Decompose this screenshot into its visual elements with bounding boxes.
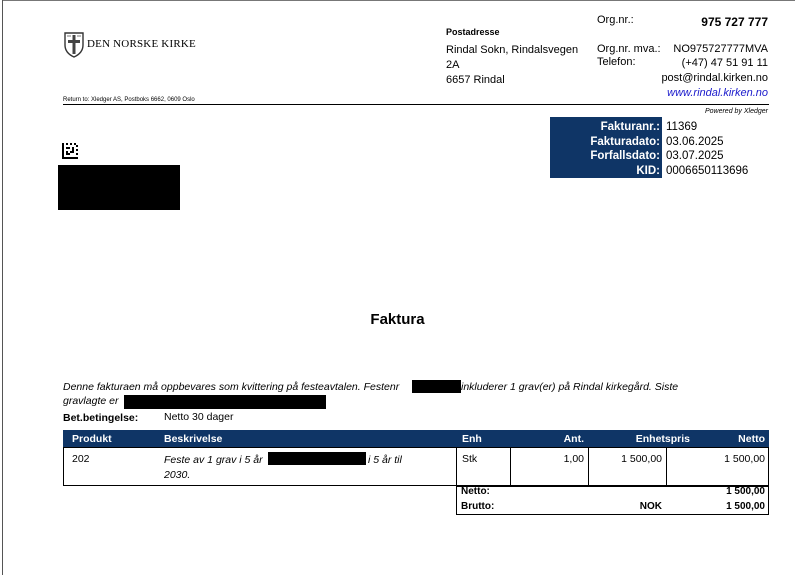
row-unit: Stk xyxy=(462,453,478,465)
brutto-label: Brutto: xyxy=(461,501,495,512)
currency: NOK xyxy=(639,501,662,512)
page-border-left xyxy=(2,0,3,575)
address-line-2: 2A xyxy=(446,59,460,71)
netto-value: 1 500,00 xyxy=(726,486,765,497)
org-nr-value: 975 727 777 xyxy=(701,15,768,29)
address-line-3: 6657 Rindal xyxy=(446,74,505,86)
kid-value: 0006650113696 xyxy=(666,165,749,177)
totals-box xyxy=(456,486,769,515)
return-address: Return to: Xledger AS, Postboks 6662, 0609 Oslo xyxy=(63,97,195,103)
header-divider xyxy=(63,104,769,105)
col-header-description: Beskrivelse xyxy=(164,433,223,445)
website-link[interactable]: www.rindal.kirken.no xyxy=(667,87,768,99)
row-description-2: i 5 år til xyxy=(368,454,402,466)
note-text-1: Denne fakturaen må oppbevares som kvittering på festeavtalen. Festenr xyxy=(63,381,400,393)
church-logo xyxy=(63,30,196,58)
row-description-3: 2030. xyxy=(164,469,191,481)
row-qty: 1,00 xyxy=(563,453,584,465)
payment-terms-label: Bet.betingelse: xyxy=(63,412,139,424)
redacted-grave-number xyxy=(412,380,461,393)
kid-label: KID: xyxy=(636,165,660,177)
address-title: Postadresse xyxy=(446,27,500,37)
row-unit-price: 1 500,00 xyxy=(621,453,662,465)
powered-by: Powered by Xledger xyxy=(704,108,768,115)
due-date-value: 03.07.2025 xyxy=(666,150,724,162)
column-divider xyxy=(588,447,589,486)
note-text-3: gravlagte er xyxy=(63,395,119,407)
col-header-qty: Ant. xyxy=(563,433,584,445)
note-text-2: inkluderer 1 grav(er) på Rindal kirkegård. Siste xyxy=(461,381,679,393)
address-line-1: Rindal Sokn, Rindalsvegen xyxy=(446,44,579,56)
phone-value: (+47) 47 51 91 11 xyxy=(681,57,768,69)
redacted-description xyxy=(268,452,366,465)
page-border-top xyxy=(2,0,795,1)
netto-label: Netto: xyxy=(461,486,490,497)
col-header-unit: Enh xyxy=(462,433,482,445)
row-product: 202 xyxy=(72,453,90,465)
email-link[interactable]: post@rindal.kirken.no xyxy=(661,72,768,84)
document-title: Faktura xyxy=(370,311,425,328)
org-nr-label: Org.nr.: xyxy=(597,14,634,26)
logo-text: DEN NORSKE KIRKE xyxy=(87,38,196,50)
org-nr-mva-value: NO975727777MVA xyxy=(673,43,768,55)
invoice-date-value: 03.06.2025 xyxy=(666,136,724,148)
org-nr-mva-label: Org.nr. mva.: xyxy=(597,43,661,55)
column-divider xyxy=(456,447,457,486)
column-divider xyxy=(666,447,667,486)
col-header-net: Netto xyxy=(738,433,765,445)
invoice-number-label: Fakturanr.: xyxy=(600,121,660,133)
col-header-product: Produkt xyxy=(72,433,112,445)
invoice-date-label: Fakturadato: xyxy=(590,136,660,148)
redacted-recipient xyxy=(58,165,180,210)
redacted-buried-name xyxy=(124,395,326,409)
due-date-label: Forfallsdato: xyxy=(590,150,660,162)
invoice-number-value: 11369 xyxy=(666,121,698,133)
church-cross-icon xyxy=(63,30,85,58)
brutto-value: 1 500,00 xyxy=(726,501,765,512)
datamatrix-code-icon xyxy=(62,143,78,159)
phone-label: Telefon: xyxy=(597,56,636,68)
column-divider xyxy=(510,447,511,486)
row-description-1: Feste av 1 grav i 5 år xyxy=(164,454,263,466)
payment-terms-value: Netto 30 dager xyxy=(164,411,234,423)
col-header-unit-price: Enhetspris xyxy=(635,433,690,445)
row-net: 1 500,00 xyxy=(724,453,765,465)
